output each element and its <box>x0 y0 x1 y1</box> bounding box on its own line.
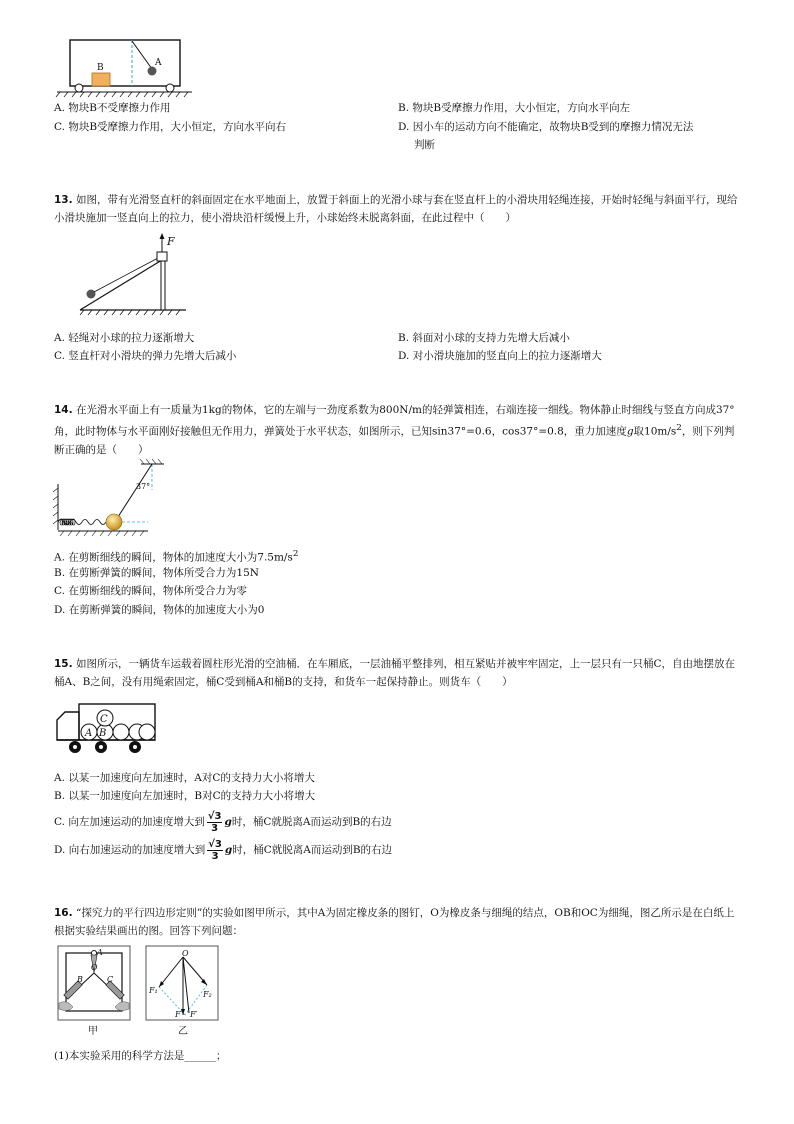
q15-option-d-pre: D. 向右加速运动的加速度增大到 <box>54 844 206 856</box>
q16-caption-yi: 乙 <box>178 1026 188 1037</box>
q14-stem-text-1: 在光滑水平面上有一质量为1kg的物体，它的左端与一劲度系数为800N/m的轻弹簧相连，右端连接一细线。物体静止时细线与竖直方向成37°角，此时物体与水平面刚好接触但无作用力，弹簧处于水平状态，如图所示，已知sin37°=0.6，cos37°=0.8，重力加速度 <box>54 404 735 438</box>
q12-option-b: B. 物块B受摩擦力作用，大小恒定，方向水平向左 <box>398 102 631 114</box>
q12-label-b: B <box>97 63 104 73</box>
q13-option-d: D. 对小滑块施加的竖直向上的拉力逐渐增大 <box>398 350 602 362</box>
q13-stem <box>54 191 744 227</box>
q15-number: 15. <box>54 658 73 670</box>
q14-option-a <box>54 547 298 565</box>
q15-option-c <box>54 809 392 835</box>
q12-option-a: A. 物块B不受摩擦力作用 <box>54 102 171 114</box>
q14-angle-label: 37° <box>136 482 151 491</box>
q14-option-b: B. 在剪断弹簧的瞬间，物体所受合力为15N <box>54 567 259 579</box>
q12-cart-figure <box>52 34 192 99</box>
q14-spring-figure <box>56 462 166 537</box>
q15-option-c-frac-num: √3 <box>207 810 222 822</box>
q13-stem-text: 如图，带有光滑竖直杆的斜面固定在水平地面上，放置于斜面上的光滑小球与套在竖直杆上的小滑块用轻绳连接，开始时轻绳与斜面平行，现给小滑块施加一竖直向上的拉力，使小滑块沿杆缓慢上升，小球始终未脱离斜面，在此过程中（ ） <box>54 194 738 224</box>
q12-option-c: C. 物块B受摩擦力作用，大小恒定，方向水平向右 <box>54 121 287 133</box>
q12-option-d-line1: D. 因小车的运动方向不能确定，故物块B受到的摩擦力情况无法 <box>398 121 694 133</box>
q16-stem <box>54 904 744 940</box>
q16-stem-text: “探究力的平行四边形定则”的实验如图甲所示，其中A为固定橡皮条的图钉，O为橡皮条与细绳的结点，OB和OC为细绳，图乙所示是在白纸上根据实验结果画出的图。回答下列问题： <box>54 907 735 937</box>
q15-option-c-fraction <box>207 811 223 834</box>
q14-stem <box>54 401 744 459</box>
q16-caption-jia: 甲 <box>88 1026 98 1037</box>
q16-sub-question-1: (1)本实验采用的科学方法是______； <box>54 1050 227 1062</box>
q13-incline-figure <box>58 232 188 322</box>
q16-figure-jia <box>57 945 137 1025</box>
q12-label-a: A <box>155 58 162 68</box>
q15-option-d-fraction <box>207 839 223 862</box>
q15-option-d-frac-den: 3 <box>211 850 219 862</box>
q13-option-b: B. 斜面对小球的支持力先增大后减小 <box>398 332 570 344</box>
q14-stem-sup: 2 <box>676 423 682 433</box>
q15-stem <box>54 655 744 691</box>
q14-option-c: C. 在剪断细线的瞬间，物体所受合力为零 <box>54 585 247 597</box>
q15-option-c-post: 时，桶C就脱离A而运动到B的右边 <box>231 816 392 828</box>
q15-stem-text: 如图所示，一辆货车运载着圆柱形光滑的空油桶．在车厢底，一层油桶平整排列，相互紧贴并被牢牢固定，上一层只有一只桶C，自由地摆放在桶A、B之间，没有用绳索固定，桶C受到桶A和桶B的支持，和货车一起保持静止。则货车（ ） <box>54 658 735 688</box>
q16-yi-label-o: O <box>182 949 189 958</box>
q15-option-d-g: g <box>224 844 233 856</box>
q13-option-a: A. 轻绳对小球的拉力逐渐增大 <box>54 332 195 344</box>
q13-option-c: C. 竖直杆对小滑块的弹力先增大后减小 <box>54 350 237 362</box>
q16-yi-label-f-prime: F′ <box>190 1010 198 1019</box>
q16-number: 16. <box>54 907 73 919</box>
q14-option-a-text: A. 在剪断细线的瞬间，物体的加速度大小为7.5m/s <box>54 551 293 564</box>
q16-jia-label-c: C <box>107 975 114 984</box>
q15-label-b: B <box>99 728 107 739</box>
q15-truck-figure <box>55 700 165 755</box>
q15-option-c-pre: C. 向左加速运动的加速度增大到 <box>54 816 205 828</box>
q16-yi-label-f2: F₂ <box>203 990 212 999</box>
q16-figure-yi <box>145 945 225 1025</box>
q15-option-c-g: g <box>224 816 232 828</box>
q14-option-d: D. 在剪断弹簧的瞬间，物体的加速度大小为0 <box>54 604 265 616</box>
q16-jia-label-o: O <box>91 963 98 972</box>
q16-jia-label-b: B <box>77 975 83 984</box>
q15-option-b: B. 以某一加速度向左加速时，B对C的支持力大小将增大 <box>54 790 316 802</box>
q14-number: 14. <box>54 404 73 416</box>
q15-option-a: A. 以某一加速度向左加速时，A对C的支持力大小将增大 <box>54 772 315 784</box>
q16-jia-label-a: A <box>97 948 103 957</box>
q14-option-a-sup: 2 <box>292 549 299 559</box>
q13-number: 13. <box>54 194 73 206</box>
q16-yi-label-f: F <box>175 1010 181 1019</box>
q12-option-d-line2: 判断 <box>414 139 435 151</box>
q15-label-a: A <box>85 728 93 739</box>
q15-option-d-post: 时，桶C就脱离A而运动到B的右边 <box>232 844 393 856</box>
q16-yi-label-f1: F₁ <box>149 986 158 995</box>
q14-stem-text-3: ，则下列判断正确的是（ ） <box>54 425 735 456</box>
q14-stem-text-2: 取10m/s <box>633 425 677 438</box>
q15-label-c: C <box>100 714 108 725</box>
q15-option-d-frac-num: √3 <box>208 838 222 850</box>
q15-option-c-frac-den: 3 <box>211 822 219 834</box>
q14-stem-g: g <box>626 425 634 438</box>
q15-option-d <box>54 837 392 863</box>
q13-label-f: F <box>167 235 175 248</box>
